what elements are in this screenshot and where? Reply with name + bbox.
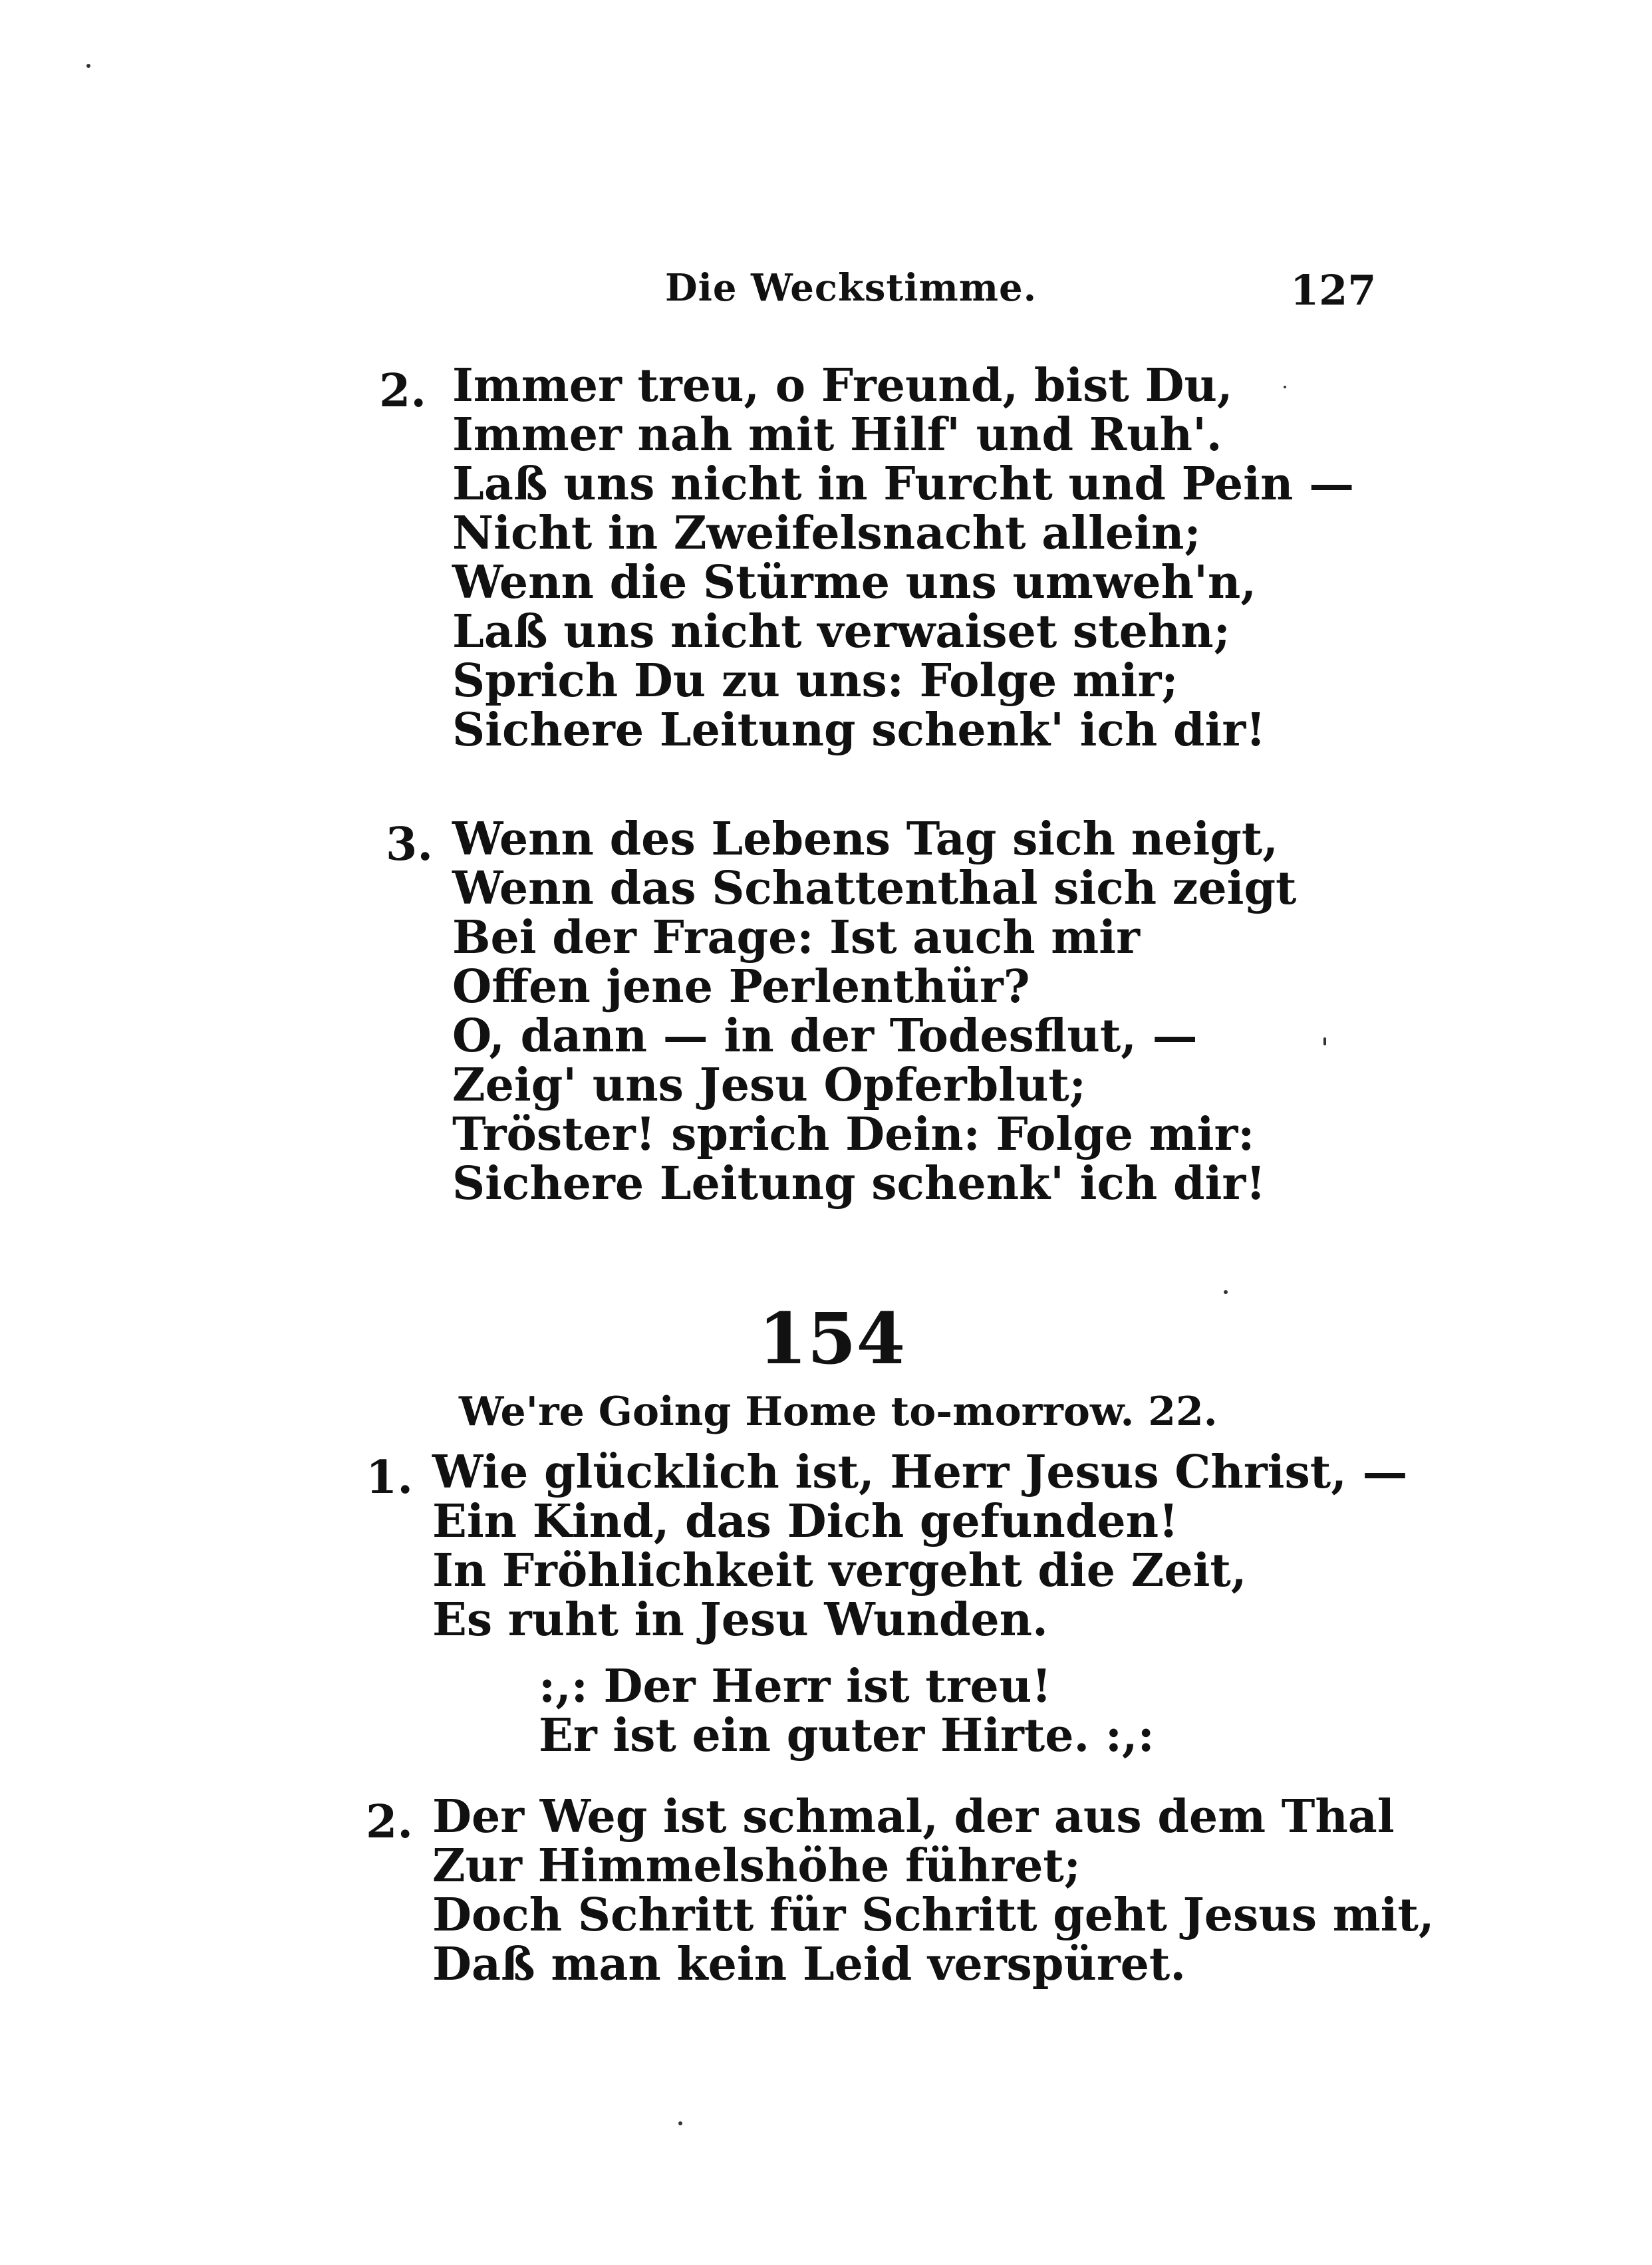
verse-line: Der Weg ist schmal, der aus dem Thal bbox=[432, 1790, 1395, 1843]
stanza-number: 3. bbox=[386, 818, 433, 871]
refrain-line: Er ist ein guter Hirte. :,: bbox=[539, 1709, 1155, 1762]
verse-line: In Fröhlichkeit vergeht die Zeit, bbox=[432, 1544, 1247, 1597]
verse-line: Sichere Leitung schenk' ich dir! bbox=[452, 1157, 1266, 1210]
page-header bbox=[0, 266, 1652, 319]
verse-line: O, dann — in der Todesflut, — bbox=[452, 1009, 1198, 1063]
verse-line: Ein Kind, das Dich gefunden! bbox=[432, 1495, 1178, 1548]
verse-line: Es ruht in Jesu Wunden. bbox=[432, 1593, 1048, 1647]
verse-line: Wenn das Schattenthal sich zeigt bbox=[452, 862, 1297, 915]
verse-line: Immer treu, o Freund, bist Du, bbox=[452, 359, 1233, 412]
verse-line: Bei der Frage: Ist auch mir bbox=[452, 911, 1140, 964]
running-title: Die Weckstimme. bbox=[665, 266, 1037, 310]
refrain-line: :,: Der Herr ist treu! bbox=[539, 1660, 1052, 1713]
scan-speck bbox=[1224, 1290, 1228, 1294]
verse-line: Wenn des Lebens Tag sich neigt, bbox=[452, 813, 1278, 866]
stanza-number: 2. bbox=[379, 364, 426, 418]
verse-line: Doch Schritt für Schritt geht Jesus mit, bbox=[432, 1889, 1435, 1942]
tune-name: We're Going Home to-morrow. 22. bbox=[459, 1389, 1218, 1435]
verse-line: Immer nah mit Hilf' und Ruh'. bbox=[452, 408, 1222, 462]
verse-line: Laß uns nicht in Furcht und Pein — bbox=[452, 458, 1355, 511]
verse-line: Zeig' uns Jesu Opferblut; bbox=[452, 1059, 1086, 1112]
scan-speck bbox=[678, 2121, 682, 2125]
scan-speck bbox=[1284, 386, 1286, 388]
verse-line: Tröster! sprich Dein: Folge mir: bbox=[452, 1108, 1255, 1161]
verse-line: Nicht in Zweifelsnacht allein; bbox=[452, 507, 1201, 560]
hymn-number-text: 154 bbox=[758, 1297, 906, 1380]
stanza-number: 2. bbox=[366, 1796, 413, 1849]
verse-line: Wenn die Stürme uns umweh'n, bbox=[452, 556, 1257, 609]
verse-line: Daß man kein Leid verspüret. bbox=[432, 1938, 1186, 1991]
scan-speck bbox=[1323, 1037, 1326, 1045]
verse-line: Sprich Du zu uns: Folge mir; bbox=[452, 654, 1178, 708]
verse-line: Zur Himmelshöhe führet; bbox=[432, 1839, 1081, 1893]
verse-line: Wie glücklich ist, Herr Jesus Christ, — bbox=[432, 1446, 1408, 1499]
verse-line: Offen jene Perlenthür? bbox=[452, 960, 1030, 1013]
verse-line: Sichere Leitung schenk' ich dir! bbox=[452, 704, 1266, 757]
page-number: 127 bbox=[1290, 266, 1377, 315]
stanza-number: 1. bbox=[366, 1451, 413, 1504]
verse-line: Laß uns nicht verwaiset stehn; bbox=[452, 605, 1230, 658]
scan-speck bbox=[86, 64, 90, 68]
